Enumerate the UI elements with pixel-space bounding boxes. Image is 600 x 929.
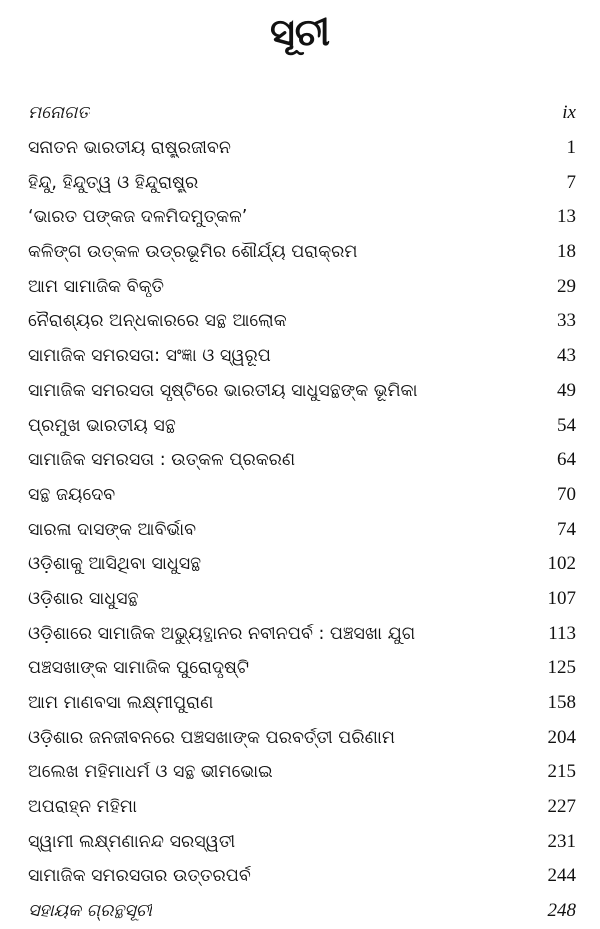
toc-entry-title: ଓଡ଼ିଶାର ସାଧୁସନ୍ଥ xyxy=(28,588,139,609)
toc-entry xyxy=(28,304,576,339)
toc-entry-page-number: 215 xyxy=(547,761,576,783)
toc-entry-title: ଓଡ଼ିଶାରେ ସାମାଜିକ ଅଭ୍ୟୁତ୍ଥାନର ନବୀନପର୍ବ : ପଞ୍ଚସଖା ଯୁଗ xyxy=(28,623,416,644)
toc-entry-title: ସାମାଜିକ ସମରସତା : ଉତ୍କଳ ପ୍ରକରଣ xyxy=(28,450,296,471)
toc-entry-page-number: 248 xyxy=(547,900,576,922)
toc-entry xyxy=(28,269,576,304)
toc-entry-page-number: 74 xyxy=(557,518,576,540)
toc-entry-title: ସାମାଜିକ ସମରସତାର ଉତ୍ତରପର୍ବ xyxy=(28,866,251,887)
toc-entry xyxy=(28,859,576,894)
toc-entry xyxy=(28,616,576,651)
toc-entry-title: ସ୍ୱାମୀ ଲକ୍ଷ୍ମଣାନନ୍ଦ ସରସ୍ୱତୀ xyxy=(28,831,236,852)
toc-entry-title: ପ୍ରମୁଖ ଭାରତୀୟ ସନ୍ଥ xyxy=(28,415,176,436)
toc-entry xyxy=(28,339,576,374)
toc-entry-page-number: 18 xyxy=(557,241,576,263)
toc-entry-title: ନୈରାଶ୍ୟର ଅନ୍ଧକାରରେ ସନ୍ଥ ଆଲୋକ xyxy=(28,311,287,332)
toc-entry-page-number: 231 xyxy=(547,830,576,852)
toc-entry-title: ଆମ ସାମାଜିକ ବିକୃତି xyxy=(28,276,165,297)
toc-entry-page-number: 1 xyxy=(566,137,576,159)
toc-entry xyxy=(28,720,576,755)
toc-entry-page-number: 107 xyxy=(547,587,576,609)
toc-entry-page-number: 158 xyxy=(547,692,576,714)
toc-entry xyxy=(28,200,576,235)
toc-entry-page-number: 244 xyxy=(547,865,576,887)
toc-entry xyxy=(28,512,576,547)
toc-entry-title: ଓଡ଼ିଶାକୁ ଆସିଥିବା ସାଧୁସନ୍ଥ xyxy=(28,554,202,575)
toc-entry xyxy=(28,478,576,513)
toc-entry xyxy=(28,686,576,721)
toc-entry-page-number: 113 xyxy=(548,622,576,644)
toc-entry xyxy=(28,131,576,166)
toc-entry-title: ଆମ ମାଣବସା ଲକ୍ଷ୍ମୀପୁରାଣ xyxy=(28,693,214,714)
table-of-contents xyxy=(28,96,576,929)
toc-entry-title: ସାମାଜିକ ସମରସତା: ସଂଜ୍ଞା ଓ ସ୍ୱରୂପ xyxy=(28,346,271,367)
toc-entry-page-number: ix xyxy=(562,102,576,124)
toc-entry-page-number: 49 xyxy=(557,379,576,401)
toc-entry-page-number: 33 xyxy=(557,310,576,332)
toc-entry-page-number: 204 xyxy=(547,726,576,748)
toc-entry-page-number: 227 xyxy=(547,796,576,818)
toc-entry-title: ହିନ୍ଦୁ, ହିନ୍ଦୁତ୍ୱ ଓ ହିନ୍ଦୁରାଷ୍ଟ୍ର xyxy=(28,172,199,193)
toc-entry-page-number: 102 xyxy=(547,553,576,575)
toc-entry-title: କଳିଙ୍ଗ ଉତ୍କଳ ଉଡ୍ରଭୂମିର ଶୌର୍ଯ୍ୟ ପରାକ୍ରମ xyxy=(28,242,358,263)
toc-entry xyxy=(28,443,576,478)
toc-entry-page-number: 54 xyxy=(557,414,576,436)
toc-entry xyxy=(28,96,576,131)
toc-entry-title: ଅପରାହ୍ନ ମହିମା xyxy=(28,797,138,818)
toc-entry xyxy=(28,547,576,582)
toc-entry-title: ମନୋଗତ xyxy=(28,103,90,124)
toc-entry xyxy=(28,651,576,686)
page-title: ସୂଚୀ xyxy=(269,10,331,54)
toc-entry xyxy=(28,374,576,409)
toc-entry-title: ଓଡ଼ିଶାର ଜନଜୀବନରେ ପଞ୍ଚସଖାଙ୍କ ପରବର୍ତ୍ତୀ ପରିଣାମ xyxy=(28,727,395,748)
toc-entry-page-number: 70 xyxy=(557,483,576,505)
toc-entry-title: ସନ୍ଥ ଜୟଦେବ xyxy=(28,484,116,505)
toc-entry-title: ସନାତନ ଭାରତୀୟ ରାଷ୍ଟ୍ରଜୀବନ xyxy=(28,138,231,159)
toc-entry-title: ସାମାଜିକ ସମରସତା ସୃଷ୍ଟିରେ ଭାରତୀୟ ସାଧୁସନ୍ଥଙ୍କ ଭୂମିକା xyxy=(28,380,418,401)
toc-entry-title: ସାରଳା ଦାସଙ୍କ ଆବିର୍ଭାବ xyxy=(28,519,197,540)
toc-entry xyxy=(28,165,576,200)
toc-entry xyxy=(28,790,576,825)
toc-entry-title: ‘ଭାରତ ପଙ୍କଜ ଦଳମିଦମୁତ୍କଳ’ xyxy=(28,207,248,228)
toc-entry xyxy=(28,755,576,790)
toc-entry-page-number: 125 xyxy=(547,657,576,679)
toc-entry xyxy=(28,824,576,859)
toc-entry-page-number: 13 xyxy=(557,206,576,228)
toc-entry-title: ସହାୟକ ଗ୍ରନ୍ଥସୂଚୀ xyxy=(28,901,152,922)
toc-entry xyxy=(28,582,576,617)
toc-entry-title: ଅଲେଖ ମହିମାଧର୍ମ ଓ ସନ୍ଥ ଭୀମଭୋଇ xyxy=(28,762,273,783)
toc-entry-page-number: 7 xyxy=(566,171,576,193)
toc-entry xyxy=(28,408,576,443)
toc-entry-page-number: 64 xyxy=(557,449,576,471)
toc-entry xyxy=(28,235,576,270)
toc-entry-page-number: 29 xyxy=(557,275,576,297)
toc-entry-page-number: 43 xyxy=(557,345,576,367)
toc-entry xyxy=(28,894,576,929)
toc-entry-title: ପଞ୍ଚସଖାଙ୍କ ସାମାଜିକ ପୁରୋଦୃଷ୍ଟି xyxy=(28,658,250,679)
